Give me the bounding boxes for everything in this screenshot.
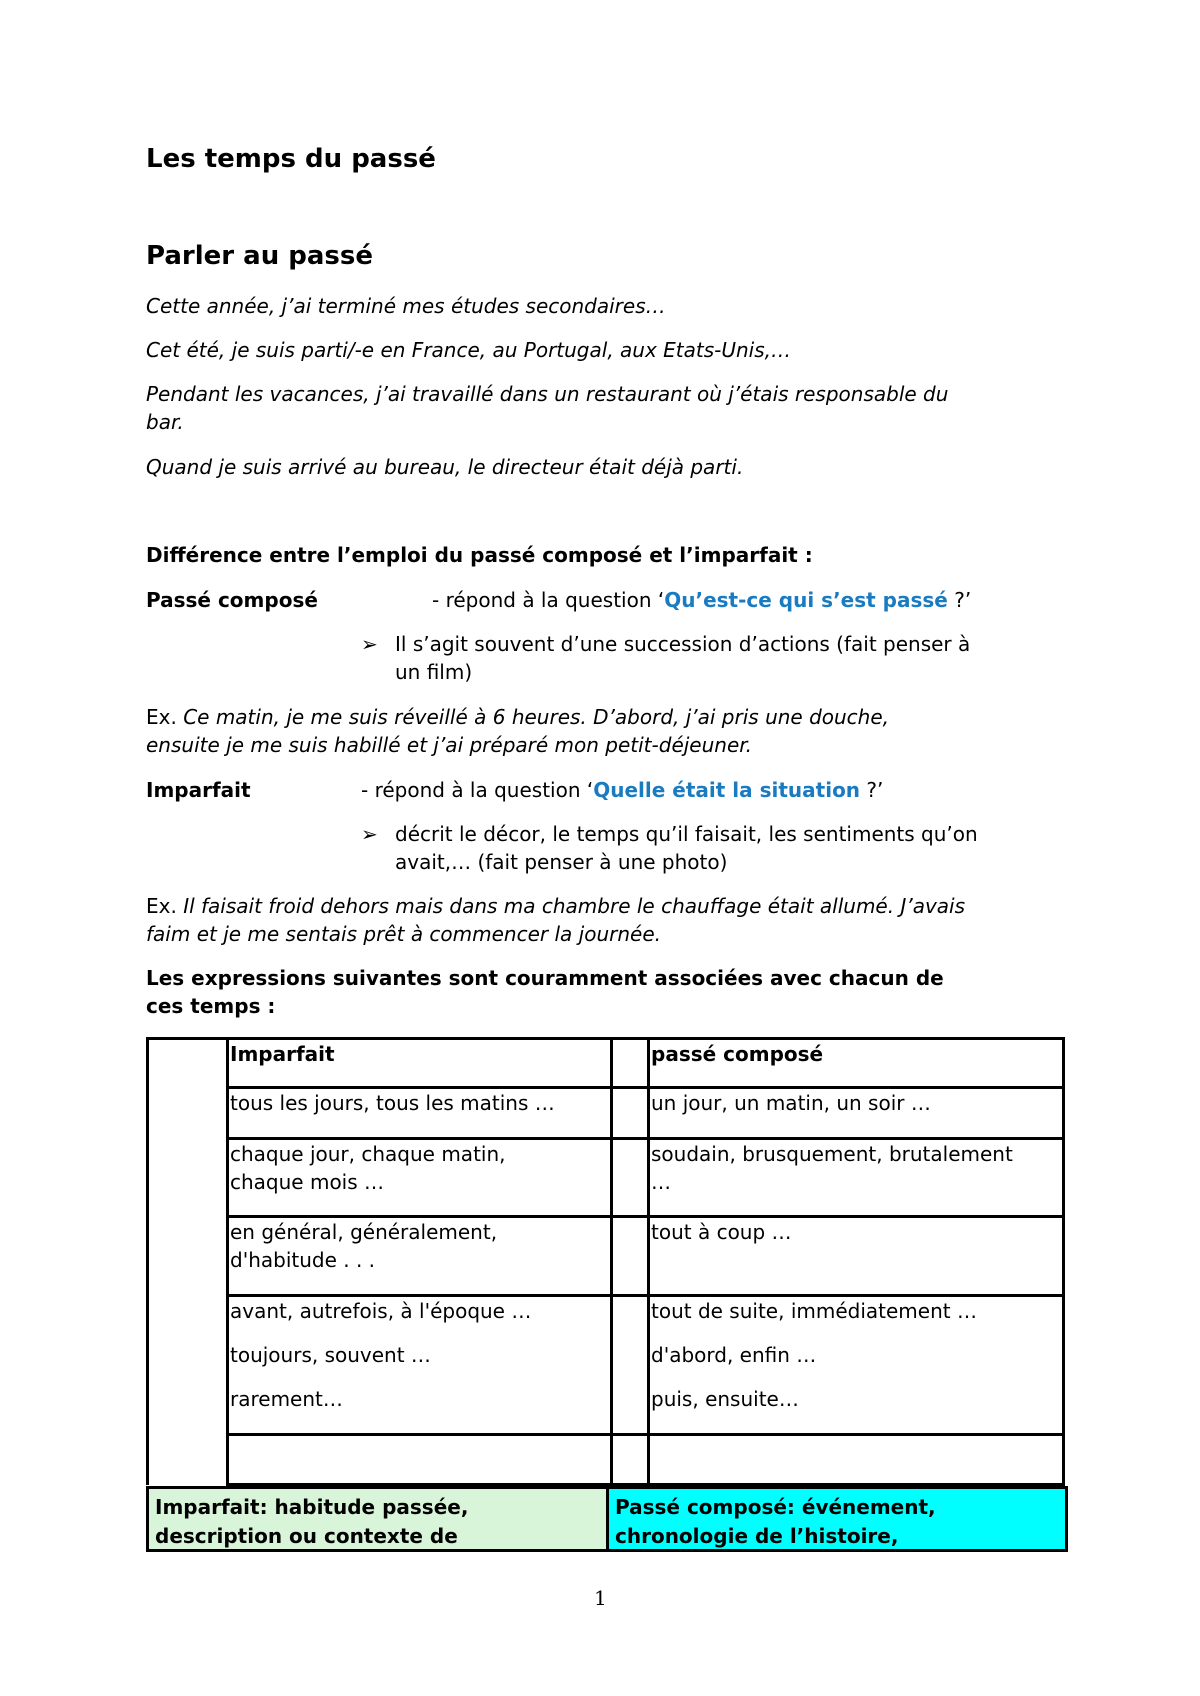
bullet-text-continued: avait,… (fait penser à une photo) bbox=[395, 850, 728, 874]
passe-compose-cell bbox=[649, 1139, 1064, 1217]
bullet-item bbox=[361, 632, 970, 656]
cell-line: tout de suite, immédiatement … bbox=[651, 1299, 977, 1323]
expressions-heading: Les expressions suivantes sont couramment associées avec chacun de bbox=[146, 966, 944, 990]
summary-line: Passé composé: événement, bbox=[615, 1495, 936, 1519]
bullet-text: Il s’agit souvent d’une succession d’actions (fait penser à bbox=[395, 632, 971, 656]
ex-prefix: Ex. bbox=[146, 705, 184, 729]
ex-text: Ce matin, je me suis réveillé à 6 heures. D’abord, j’ai pris une douche, bbox=[183, 705, 890, 729]
table-row bbox=[148, 1088, 1064, 1139]
example-sentence: Pendant les vacances, j’ai travaillé dans un restaurant où j’étais responsable du bbox=[146, 382, 949, 406]
cell-line: d'abord, enfin … bbox=[651, 1343, 817, 1367]
example-sentence-continued: bar. bbox=[146, 410, 184, 434]
example-sentence: Cette année, j’ai terminé mes études secondaires… bbox=[146, 294, 666, 318]
table-row bbox=[148, 1139, 1064, 1217]
table-spacer-cell bbox=[612, 1296, 649, 1435]
imparfait-label: Imparfait bbox=[146, 778, 251, 802]
imparfait-cell bbox=[228, 1139, 612, 1217]
imparfait-cell bbox=[228, 1435, 612, 1485]
example-sentence: Quand je suis arrivé au bureau, le directeur était déjà parti. bbox=[146, 455, 744, 479]
imparfait-cell bbox=[228, 1296, 612, 1435]
cell-line: d'habitude . . . bbox=[230, 1248, 376, 1272]
ex-text: Il faisait froid dehors mais dans ma chambre le chauffage était allumé. J’avais bbox=[183, 894, 966, 918]
table-header-imparfait: Imparfait bbox=[228, 1039, 612, 1088]
summary-line: description ou contexte de bbox=[155, 1524, 458, 1548]
expressions-heading-continued: ces temps : bbox=[146, 994, 276, 1018]
passe-compose-summary bbox=[609, 1489, 1065, 1549]
expressions-table bbox=[146, 1037, 1065, 1486]
table-empty-row bbox=[148, 1435, 1064, 1485]
imparfait-question-line bbox=[361, 778, 883, 802]
imparfait-cell bbox=[228, 1088, 612, 1139]
passe-compose-cell bbox=[649, 1088, 1064, 1139]
page-title: Les temps du passé bbox=[146, 144, 436, 174]
table-row bbox=[148, 1217, 1064, 1296]
summary-line: Imparfait: habitude passée, bbox=[155, 1495, 469, 1519]
dash-text: - répond à la question ‘ bbox=[361, 778, 594, 802]
cell-line: puis, ensuite… bbox=[651, 1387, 799, 1411]
passe-compose-example-continued: ensuite je me suis habillé et j’ai préparé mon petit-déjeuner. bbox=[146, 733, 753, 757]
table-spacer-cell bbox=[612, 1088, 649, 1139]
table-row bbox=[148, 1296, 1064, 1435]
question-highlight: Quelle était la situation bbox=[593, 778, 861, 802]
imparfait-example bbox=[146, 894, 965, 918]
cell-line: toujours, souvent … bbox=[230, 1343, 431, 1367]
table-spacer-cell bbox=[612, 1435, 649, 1485]
imparfait-cell bbox=[228, 1217, 612, 1296]
cell-line: rarement… bbox=[230, 1387, 343, 1411]
cell-line: en général, généralement, bbox=[230, 1220, 498, 1244]
section-heading: Parler au passé bbox=[146, 241, 373, 271]
cell-line: chaque jour, chaque matin, bbox=[230, 1142, 506, 1166]
cell-line: avant, autrefois, à l'époque … bbox=[230, 1299, 532, 1323]
question-highlight: Qu’est-ce qui s’est passé bbox=[664, 588, 948, 612]
imparfait-summary bbox=[149, 1489, 609, 1549]
arrow-bullet-icon: ➢ bbox=[361, 822, 378, 846]
table-spacer-cell bbox=[612, 1039, 649, 1088]
question-end: ?’ bbox=[860, 778, 884, 802]
bullet-text: décrit le décor, le temps qu’il faisait, les sentiments qu’on bbox=[395, 822, 978, 846]
passe-compose-cell bbox=[649, 1435, 1064, 1485]
page-number: 1 bbox=[594, 1586, 607, 1610]
passe-compose-label: Passé composé bbox=[146, 588, 318, 612]
table-spacer-cell bbox=[612, 1217, 649, 1296]
table-lead-cell bbox=[148, 1039, 228, 1485]
cell-line: soudain, brusquement, brutalement bbox=[651, 1142, 1013, 1166]
question-end: ?’ bbox=[947, 588, 972, 612]
cell-line: tout à coup … bbox=[651, 1220, 792, 1244]
cell-line: un jour, un matin, un soir … bbox=[651, 1091, 931, 1115]
passe-compose-cell bbox=[649, 1217, 1064, 1296]
difference-heading: Différence entre l’emploi du passé composé et l’imparfait : bbox=[146, 543, 813, 567]
bullet-text-continued: un film) bbox=[395, 660, 473, 684]
summary-line: chronologie de l’histoire, bbox=[615, 1524, 899, 1548]
cell-line: chaque mois … bbox=[230, 1170, 385, 1194]
example-sentence: Cet été, je suis parti/-e en France, au Portugal, aux Etats-Unis,… bbox=[146, 338, 792, 362]
ex-prefix: Ex. bbox=[146, 894, 184, 918]
cell-line: … bbox=[651, 1170, 671, 1194]
arrow-bullet-icon: ➢ bbox=[361, 632, 378, 656]
table-header-passe-compose: passé composé bbox=[649, 1039, 1064, 1088]
summary-row bbox=[146, 1486, 1068, 1552]
table-spacer-cell bbox=[612, 1139, 649, 1217]
passe-compose-example bbox=[146, 705, 889, 729]
dash-text: - répond à la question ‘ bbox=[432, 588, 665, 612]
passe-compose-question-line bbox=[432, 588, 971, 612]
bullet-item bbox=[361, 822, 978, 846]
cell-line: tous les jours, tous les matins … bbox=[230, 1091, 555, 1115]
imparfait-example-continued: faim et je me sentais prêt à commencer la journée. bbox=[146, 922, 661, 946]
passe-compose-cell bbox=[649, 1296, 1064, 1435]
table-header-row bbox=[148, 1039, 1064, 1088]
